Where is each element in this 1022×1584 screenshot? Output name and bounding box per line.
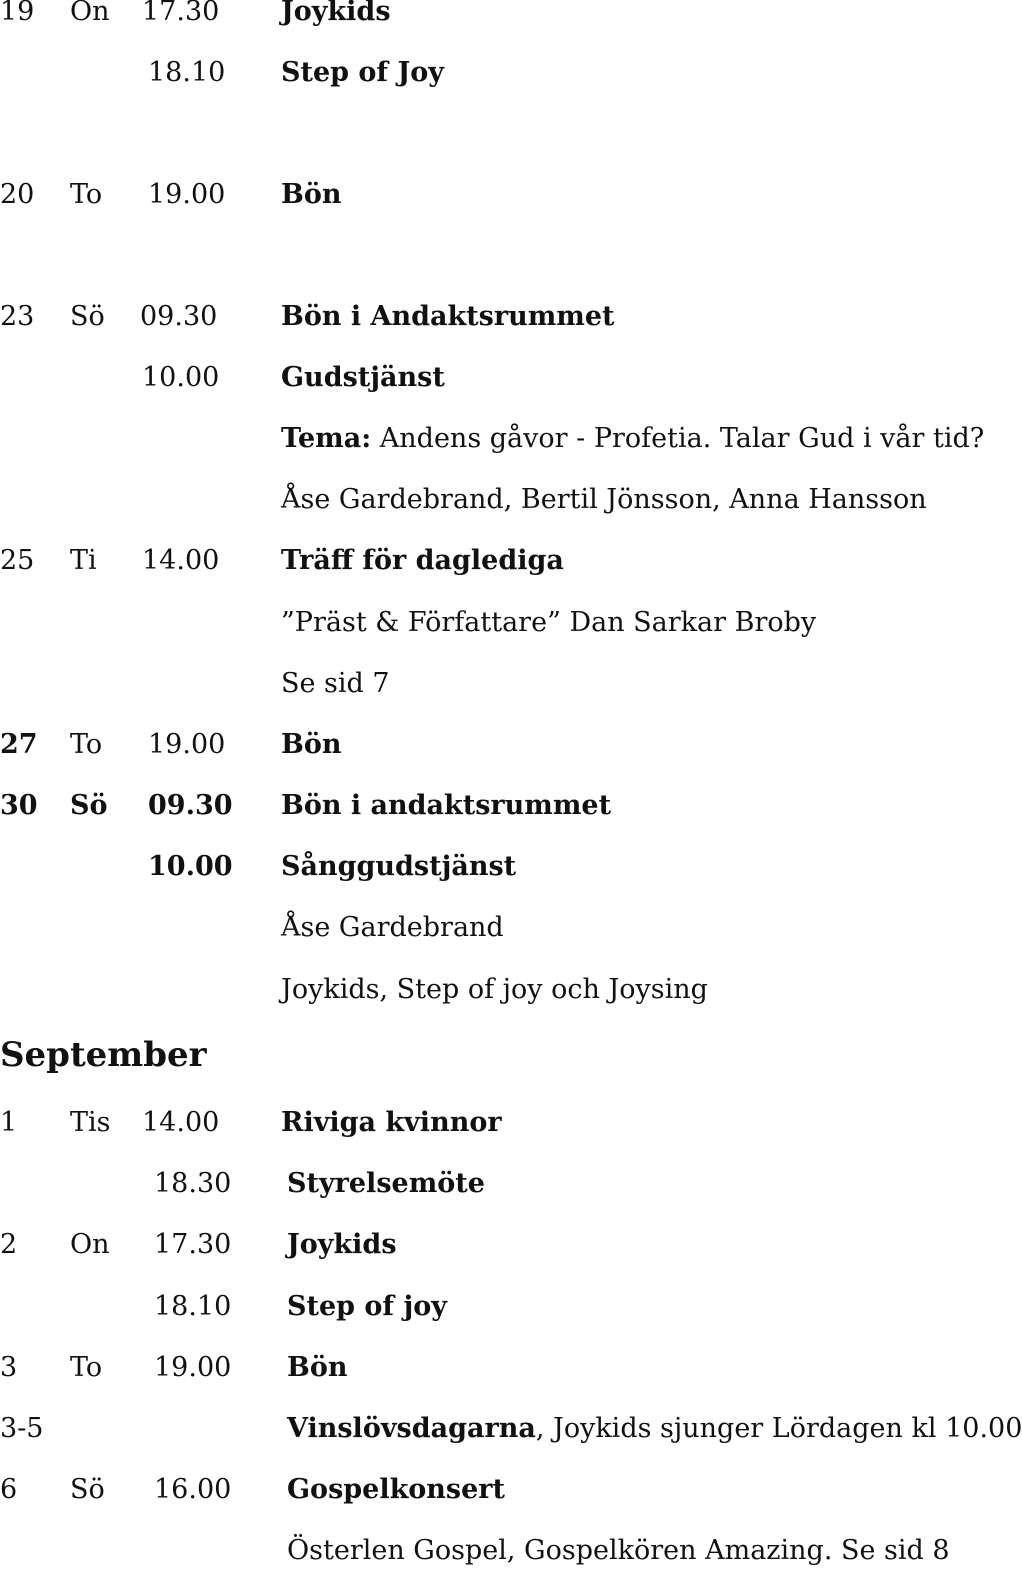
- event-title: Joykids: [287, 1229, 397, 1260]
- day: 25: [0, 545, 35, 576]
- event-note: Se sid 7: [281, 668, 390, 699]
- event-title: Step of Joy: [281, 57, 444, 88]
- time: 18.30: [154, 1168, 232, 1199]
- theme-row: [0, 419, 985, 459]
- weekday: Sö: [70, 790, 108, 821]
- entry-row: [0, 1348, 960, 1388]
- entry-row: [0, 1287, 960, 1327]
- weekday: To: [70, 179, 103, 210]
- time: 19.00: [154, 1352, 232, 1383]
- day: 1: [0, 1107, 18, 1138]
- event-title: Sånggudstjänst: [281, 851, 517, 882]
- day: 2: [0, 1229, 18, 1260]
- time: 14.00: [142, 545, 220, 576]
- time: 16.00: [154, 1474, 232, 1505]
- event-title: Styrelsemöte: [287, 1168, 485, 1199]
- event-title: Bön: [287, 1352, 348, 1383]
- time: 18.10: [154, 1291, 232, 1322]
- time: 09.30: [140, 301, 218, 332]
- event-title: Bön: [281, 179, 342, 210]
- note-row: [0, 664, 960, 704]
- day: 27: [0, 729, 38, 760]
- event-title: Joykids: [281, 0, 391, 27]
- note-row: [0, 908, 960, 948]
- time: 10.00: [148, 851, 233, 882]
- weekday: Tis: [70, 1107, 111, 1138]
- note-row: [0, 480, 960, 520]
- weekday: On: [70, 1229, 110, 1260]
- time: 14.00: [142, 1107, 220, 1138]
- note-row: [0, 970, 960, 1010]
- event-title: Vinslövsdagarna: [287, 1413, 536, 1444]
- event-title: Bön i andaktsrummet: [281, 790, 612, 821]
- event-note: ”Präst & Författare” Dan Sarkar Broby: [281, 607, 817, 638]
- theme-value: Andens gåvor - Profetia. Talar Gud i vår tid?: [371, 423, 985, 454]
- entry-row: [0, 847, 960, 887]
- weekday: Ti: [70, 545, 97, 576]
- day: 3-5: [0, 1413, 44, 1444]
- entry-row: [0, 1470, 960, 1510]
- event-title: Gospelkonsert: [287, 1474, 506, 1505]
- note-row: [0, 1531, 960, 1571]
- event-note: Åse Gardebrand, Bertil Jönsson, Anna Hansson: [281, 484, 927, 515]
- entry-row: [0, 786, 960, 826]
- weekday: To: [70, 1352, 103, 1383]
- day: 23: [0, 301, 35, 332]
- event-text: [287, 1409, 1022, 1449]
- event-note: Österlen Gospel, Gospelkören Amazing. Se sid 8: [287, 1535, 950, 1566]
- day: 6: [0, 1474, 18, 1505]
- day: 30: [0, 790, 38, 821]
- entry-row: [0, 725, 960, 765]
- event-note: , Joykids sjunger Lördagen kl 10.00: [535, 1413, 1022, 1444]
- time: 09.30: [148, 790, 233, 821]
- month-heading: September: [0, 1035, 207, 1075]
- entry-row: [0, 1103, 960, 1143]
- weekday: Sö: [70, 1474, 105, 1505]
- day: 19: [0, 0, 35, 27]
- event-note: Joykids, Step of joy och Joysing: [281, 974, 708, 1005]
- entry-row: [0, 297, 960, 337]
- time: 19.00: [148, 179, 226, 210]
- entry-row: [0, 175, 960, 215]
- event-title: Step of joy: [287, 1291, 447, 1322]
- entry-row: [0, 1164, 960, 1204]
- event-title: Riviga kvinnor: [281, 1107, 502, 1138]
- weekday: Sö: [70, 301, 105, 332]
- entry-row: [0, 53, 960, 93]
- time: 10.00: [142, 362, 220, 393]
- entry-row: [0, 1409, 1022, 1449]
- event-title: Bön i Andaktsrummet: [281, 301, 615, 332]
- time: 18.10: [148, 57, 226, 88]
- day: 20: [0, 179, 35, 210]
- event-note: Åse Gardebrand: [281, 912, 504, 943]
- day: 3: [0, 1352, 18, 1383]
- entry-row: [0, 541, 960, 581]
- entry-row: [0, 1225, 960, 1265]
- weekday: On: [70, 0, 110, 27]
- event-title: Gudstjänst: [281, 362, 445, 393]
- theme-text: [281, 419, 984, 459]
- time: 19.00: [148, 729, 226, 760]
- event-title: Träff för daglediga: [281, 545, 564, 576]
- time: 17.30: [142, 0, 220, 27]
- event-title: Bön: [281, 729, 342, 760]
- note-row: [0, 603, 960, 643]
- entry-row: [0, 0, 960, 32]
- weekday: To: [70, 729, 103, 760]
- time: 17.30: [154, 1229, 232, 1260]
- theme-label: Tema:: [281, 423, 372, 454]
- entry-row: [0, 358, 960, 398]
